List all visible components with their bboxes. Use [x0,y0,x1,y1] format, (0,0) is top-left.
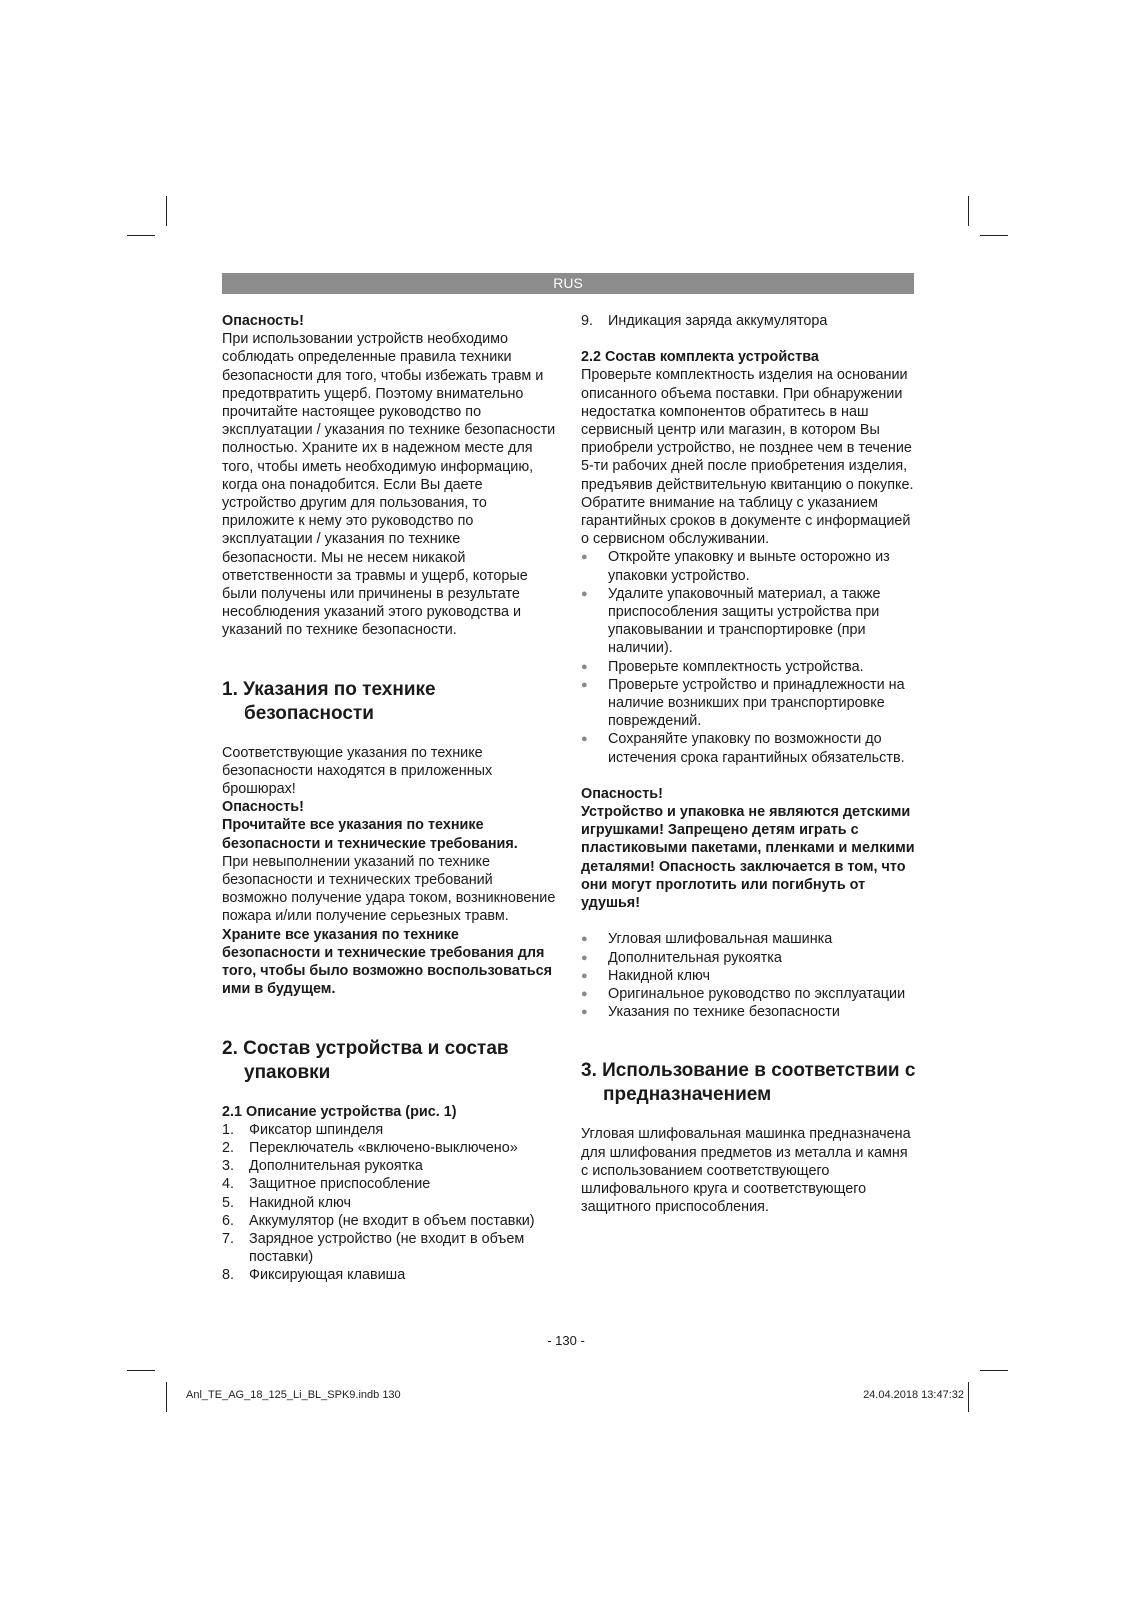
device-parts-list [222,1121,557,1285]
section-1-danger-text: При невыполнении указаний по технике безопасности и технических требований возможно получение удара током, возникновение пожара и/или получение серьезных травм. [222,853,556,925]
list-item: 2. Переключатель «включено-выключено» [222,1139,518,1156]
section-1-danger-bold: Прочитайте все указания по технике безопасности и технические требования. [222,817,518,852]
list-item: 1. Фиксатор шпинделя [222,1121,384,1138]
list-item: 9. Индикация заряда аккумулятора [581,313,828,329]
crop-mark [968,196,969,226]
crop-mark [980,1370,1008,1371]
packaging-danger-title: Опасность! [581,785,663,802]
section-2-2-text: Проверьте комплектность изделия на основании описанного объема поставки. При обнаружении недостатка компонентов обратитесь в наш сервисный центр или магазин, в котором Вы приобрели устройство, не позднее чем в течение 5-ти рабочих дней после приобретения изделия, предъявив действительную квитанцию о покупке. Обратите внимание на таблицу с указанием гарантийных сроков в документе с информацией о сервисном обслуживании. [581,367,914,548]
section-1-text: Соответствующие указания по технике безопасности находятся в приложенных брошюрах! [222,744,493,798]
package-contents-list [581,930,916,1021]
crop-mark [968,1382,969,1412]
left-column [222,312,557,1285]
section-1-danger-bold-end: Храните все указания по технике безопасности и технические требования для того, чтобы было возможно воспользоваться ими в будущем. [222,926,553,998]
list-item: 8. Фиксирующая клавиша [222,1267,406,1284]
list-item: ● Сохраняйте упаковку по возможности до истечения срока гарантийных обязательств. [581,730,916,766]
section-3-heading: 3. Использование в соответствии с предназначением [581,1060,916,1106]
list-item: ● Дополнительная рукоятка [581,949,916,967]
list-item: 3. Дополнительная рукоятка [222,1158,423,1175]
unpacking-steps-list [581,548,916,766]
footer-file-name: Anl_TE_AG_18_125_Li_BL_SPK9.indb 130 [186,1389,401,1401]
list-item: ● Откройте упаковку и выньте осторожно из упаковки устройство. [581,548,916,584]
danger-text: При использовании устройств необходимо соблюдать определенные правила техники безопасности для того, чтобы избежать травм и предотвратить ущерб. Поэтому внимательно прочитайте настоящее руководство по эксплуатации / указания по технике безопасности полностью. Храните их в надежном месте для того, чтобы иметь необходимую информацию, когда она понадобится. Если Вы даете устройство другим для пользования, то приложите к нему это руководство по эксплуатации / указания по технике безопасности. Мы не несем никакой ответственности за травмы и ущерб, которые были получены или причинены в результате несоблюдения указаний этого руководства и указаний по технике безопасности. [222,331,556,639]
list-item: ● Проверьте устройство и принадлежности на наличие возникших при транспортировке повреждений. [581,676,916,731]
section-1-heading: 1. Указания по технике безопасности [222,678,436,724]
footer-timestamp: 24.04.2018 13:47:32 [863,1389,964,1401]
section-1-danger-paragraph [222,853,557,999]
section-2-2-heading: 2.2 Состав комплекта устройства [581,349,819,366]
crop-mark [127,1370,155,1371]
packaging-danger-text: Устройство и упаковка не являются детскими игрушками! Запрещено детям играть с пластиковыми пакетами, пленками и мелкими деталями! Опасность заключается в том, что они могут проглотить или погибнуть от удушья! [581,804,915,912]
section-2-heading: 2. Состав устройства и состав упаковки [222,1037,509,1083]
list-item: ● Угловая шлифовальная машинка [581,930,916,948]
list-item: ● Оригинальное руководство по эксплуатации [581,985,916,1003]
list-item: ● Проверьте комплектность устройства. [581,658,916,676]
device-parts-list-continued [581,312,916,330]
crop-mark [166,196,167,226]
danger-title: Опасность! [222,313,304,329]
crop-mark [980,235,1008,236]
language-bar: RUS [222,273,914,294]
section-2-1-heading: 2.1 Описание устройства (рис. 1) [222,1103,457,1120]
list-item: 6. Аккумулятор (не входит в объем поставки) [222,1212,535,1229]
crop-mark [127,235,155,236]
list-item: ● Удалите упаковочный материал, а также приспособления защиты устройства при упаковывании и транспортировке (при наличии). [581,585,916,658]
list-item: 7. Зарядное устройство (не входит в объем поставки) [222,1230,525,1266]
page-number: - 130 - [547,1333,585,1348]
list-item: ● Указания по технике безопасности [581,1003,916,1021]
crop-mark [166,1382,167,1412]
list-item: 5. Накидной ключ [222,1194,351,1211]
list-item: ● Накидной ключ [581,967,916,985]
section-3-text: Угловая шлифовальная машинка предназначена для шлифования предметов из металла и камня с использованием соответствующего шлифовального круга и соответствующего защитного приспособления. [581,1126,911,1216]
list-item: 4. Защитное приспособление [222,1176,431,1193]
section-1-danger-title: Опасность! [222,799,304,816]
right-column [581,312,916,1216]
